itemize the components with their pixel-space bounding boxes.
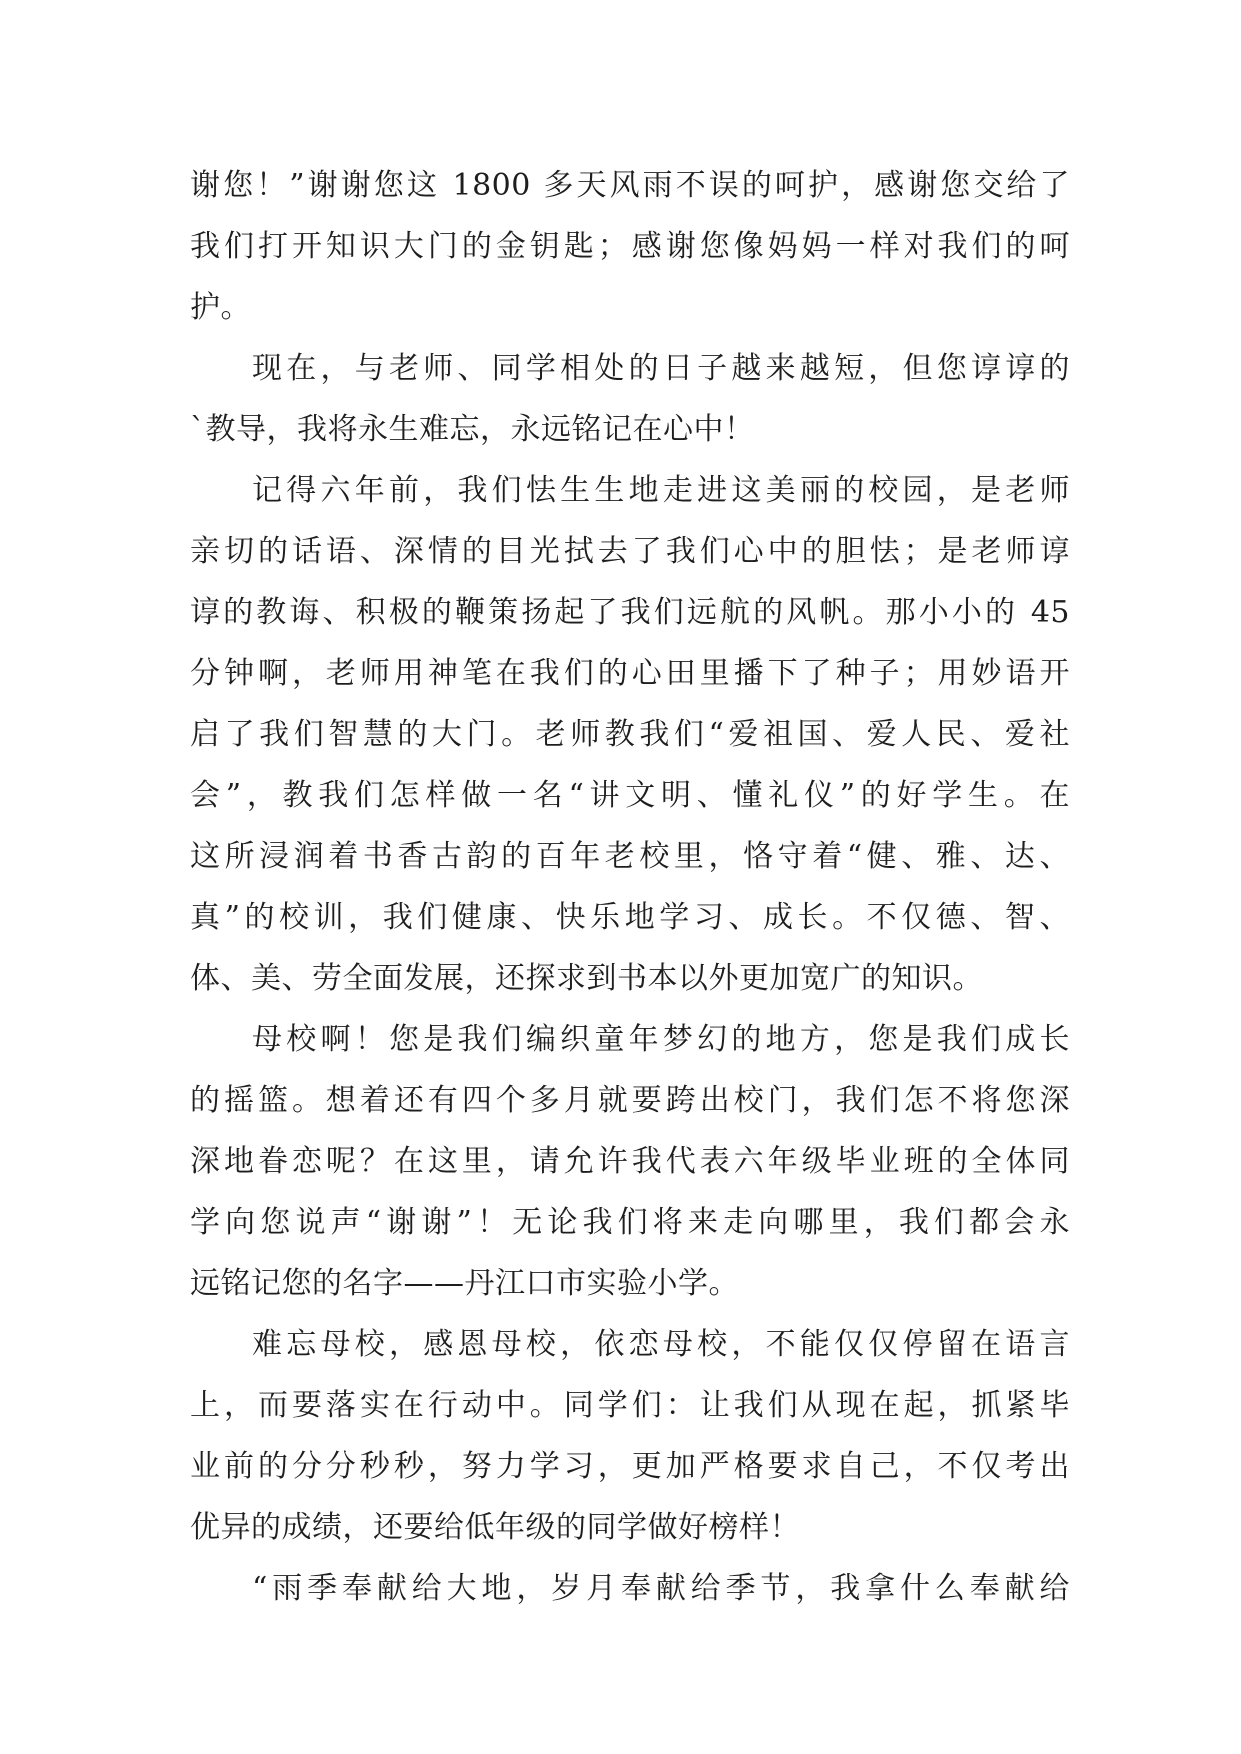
text-line: 体、美、劳全面发展，还探求到书本以外更加宽广的知识。	[190, 961, 983, 996]
text-line: 真”的校训，我们健康、快乐地学习、成长。不仅德、智、	[190, 900, 1070, 935]
paragraph-first-line: “雨季奉献给大地，岁月奉献给季节，我拿什么奉献给	[252, 1571, 1070, 1606]
text-line: 亲切的话语、深情的目光拭去了我们心中的胆怯；是老师谆	[190, 534, 1070, 569]
text-line: 业前的分分秒秒，努力学习，更加严格要求自己，不仅考出	[190, 1449, 1070, 1484]
text-line: 谢您！”谢谢您这 1800 多天风雨不误的呵护，感谢您交给了	[190, 168, 1070, 203]
text-line: 分钟啊，老师用神笔在我们的心田里播下了种子；用妙语开	[190, 656, 1070, 691]
text-line: 我们打开知识大门的金钥匙；感谢您像妈妈一样对我们的呵	[190, 229, 1070, 264]
text-line: 谆的教诲、积极的鞭策扬起了我们远航的风帆。那小小的 45	[190, 595, 1070, 630]
paragraph-first-line: 母校啊！您是我们编织童年梦幻的地方，您是我们成长	[252, 1022, 1070, 1057]
paragraph-first-line: 难忘母校，感恩母校，依恋母校，不能仅仅停留在语言	[252, 1327, 1070, 1362]
text-line: 学向您说声“谢谢”！无论我们将来走向哪里，我们都会永	[190, 1205, 1070, 1240]
text-line: 会”，教我们怎样做一名“讲文明、懂礼仪”的好学生。在	[190, 778, 1070, 813]
paragraph-first-line: 记得六年前，我们怯生生地走进这美丽的校园，是老师	[252, 473, 1070, 508]
text-line: `教导，我将永生难忘，永远铭记在心中！	[190, 412, 755, 447]
text-line: 护。	[190, 290, 251, 325]
text-line: 启了我们智慧的大门。老师教我们“爱祖国、爱人民、爱社	[190, 717, 1070, 752]
text-line: 这所浸润着书香古韵的百年老校里，恪守着“健、雅、达、	[190, 839, 1070, 874]
text-line: 优异的成绩，还要给低年级的同学做好榜样！	[190, 1510, 800, 1545]
text-line: 深地眷恋呢？在这里，请允许我代表六年级毕业班的全体同	[190, 1144, 1070, 1179]
text-line: 上，而要落实在行动中。同学们：让我们从现在起，抓紧毕	[190, 1388, 1070, 1423]
body-text	[190, 155, 1070, 1619]
paragraph-first-line: 现在，与老师、同学相处的日子越来越短，但您谆谆的	[252, 351, 1070, 386]
text-line: 远铭记您的名字——丹江口市实验小学。	[190, 1266, 739, 1301]
text-line: 的摇篮。想着还有四个多月就要跨出校门，我们怎不将您深	[190, 1083, 1070, 1118]
